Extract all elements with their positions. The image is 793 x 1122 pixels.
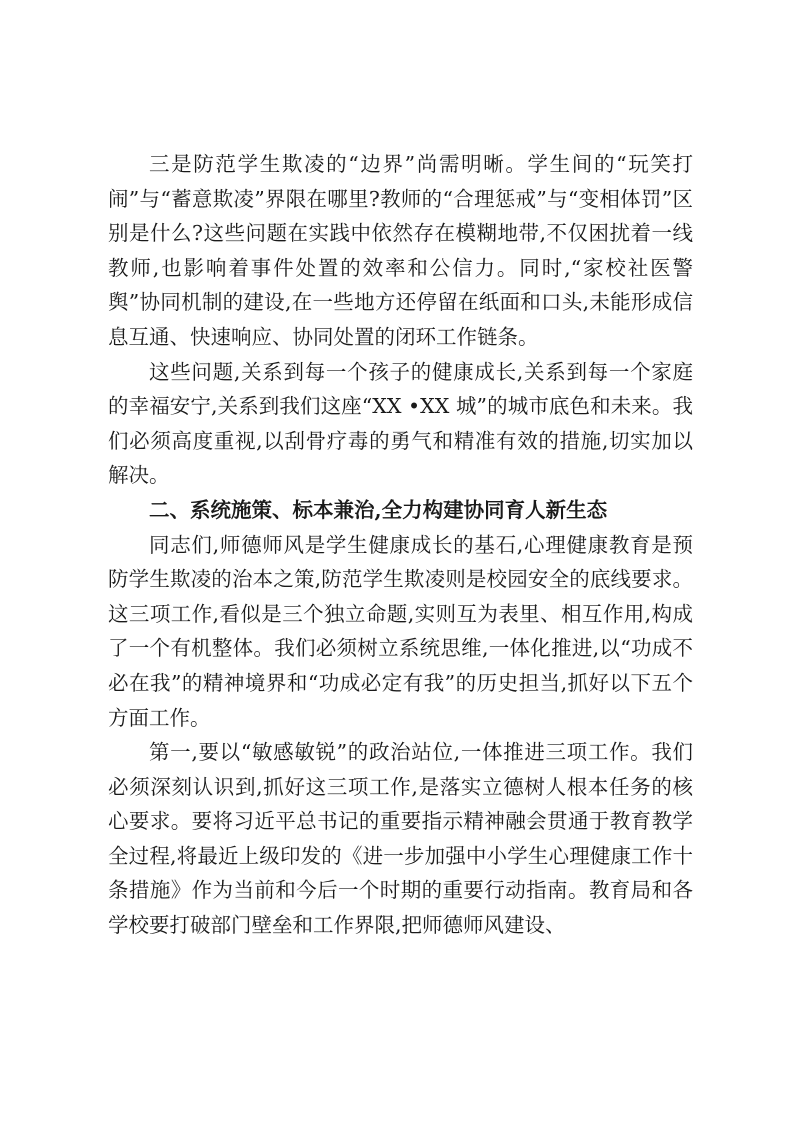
paragraph-problems-summary: 这些问题,关系到每一个孩子的健康成长,关系到每一个家庭的幸福安宁,关系到我们这座“XX •XX 城”的城市底色和未来。我们必须高度重视,以刮骨疗毒的勇气和精准有效的措施,切实加以解决。 <box>108 359 693 488</box>
paragraph-first-point: 第一,要以“敏感敏锐”的政治站位,一体推进三项工作。我们必须深刻认识到,抓好这三项工作,是落实立德树人根本任务的核心要求。要将习近平总书记的重要指示精神融会贯通于教育教学全过程,将最近上级印发的《进一步加强中小学生心理健康工作十条措施》作为当前和今后一个时期的重要行动指南。教育局和各学校要打破部门壁垒和工作界限,把师德师风建设、 <box>108 740 693 938</box>
section-heading: 二、系统施策、标本兼治,全力构建协同育人新生态 <box>149 497 608 522</box>
document-body <box>108 147 693 943</box>
paragraph-comrades-intro: 同志们,师德师风是学生健康成长的基石,心理健康教育是预防学生欺凌的治本之策,防范学生欺凌则是校园安全的底线要求。这三项工作,看似是三个独立命题,实则互为表里、相互作用,构成了一个有机整体。我们必须树立系统思维,一体化推进,以“功成不必在我”的精神境界和“功成必定有我”的历史担当,抓好以下五个方面工作。 <box>108 532 693 730</box>
paragraph-bullying-boundaries: 三是防范学生欺凌的“边界”尚需明晰。学生间的“玩笑打闹”与“蓄意欺凌”界限在哪里?教师的“合理惩戒”与“变相体罚”区别是什么?这些问题在实践中依然存在模糊地带,不仅困扰着一线教师,也影响着事件处置的效率和公信力。同时,“家校社医警舆”协同机制的建设,在一些地方还停留在纸面和口头,未能形成信息互通、快速响应、协同处置的闭环工作链条。 <box>108 152 693 349</box>
